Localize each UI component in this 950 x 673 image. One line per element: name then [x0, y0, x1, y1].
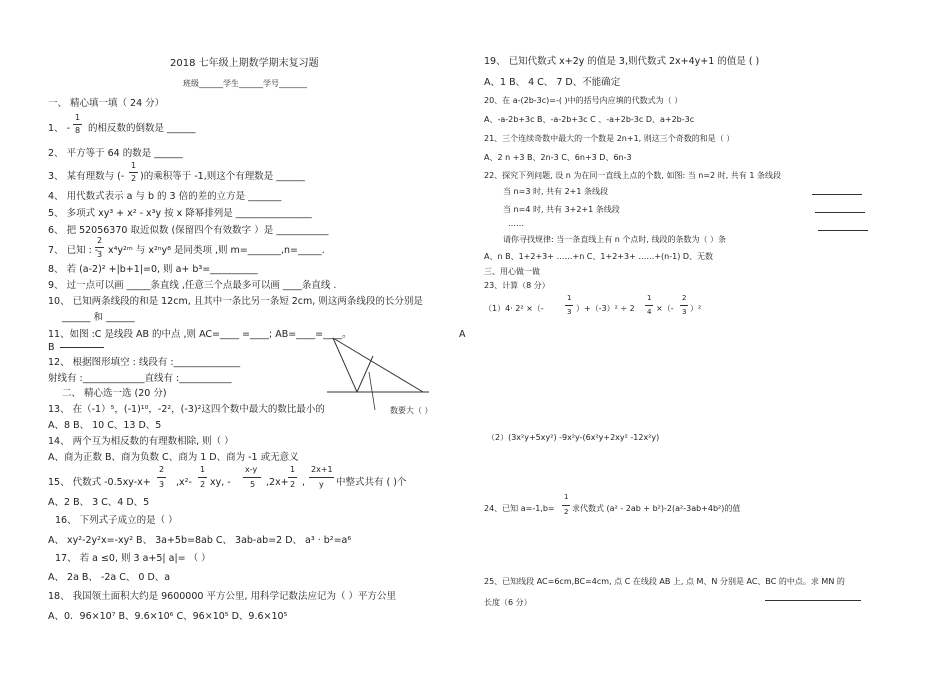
question-2: 2、 平方等于 64 的数是 ______: [48, 148, 183, 159]
q15-frac5-den: y: [319, 480, 324, 489]
q3-numerator: 1: [131, 161, 137, 170]
question-8: 8、 若 (a-2)² +|b+1|=0, 则 a+ b³=__________: [48, 264, 258, 275]
q15-frac4-den: 2: [290, 480, 296, 489]
question-17-options: A、 2a B、 -2a C、 0 D、a: [48, 572, 171, 583]
q11-segment-line: [60, 347, 104, 348]
q3-prefix: 3、 某有理数与 (-: [48, 171, 125, 182]
q23-frac1-bar: [565, 305, 573, 306]
question-6: 6、 把 52056370 取近似数 (保留四个有效数字 ）是 ___________: [48, 225, 329, 236]
question-22-rule: 请你寻找规律: 当一条直线上有 n 个点时, 线段的条数为（ ）条: [503, 235, 727, 244]
q15-part-6: 中整式共有 ( )个: [336, 477, 407, 488]
question-5: 5、 多项式 xy³ + x² - x³y 按 x 降幂排列是 ________________: [48, 208, 312, 219]
question-22-options: A、n B、1+2+3+ ……+n C、1+2+3+ ……+(n-1) D、无数: [484, 252, 714, 261]
question-12-rays: 射线有 :_____________直线有 :___________: [48, 373, 232, 384]
question-10: 10、 已知两条线段的和是 12cm, 且其中一条比另一条短 2cm, 则这两条线段的长分别是: [48, 296, 423, 307]
question-16-options: A、 xy²-2y²x=-xy² B、 3a+5b=8ab C、 3ab-ab=2 D、 a³ · b²=a⁶: [48, 535, 352, 546]
q15-part-3: xy, -: [210, 477, 231, 488]
question-3: )的乘积等于 -1,则这个有理数是 ______: [140, 171, 305, 182]
q7-numerator: 2: [97, 236, 103, 245]
q23-frac2-num: 1: [647, 294, 652, 302]
question-15-options: A、2 B、 3 C、4 D、5: [48, 497, 150, 508]
question-18-options: A、0．96×10⁷ B、9.6×10⁶ C、96×10⁵ D、9.6×10⁵: [48, 611, 288, 622]
question-25-points: 长度（6 分）: [484, 598, 532, 607]
q7-prefix: 7、 已知 : -: [48, 245, 99, 256]
q15-frac1-den: 3: [159, 480, 165, 489]
question-4: 4、 用代数式表示 a 与 b 的 3 倍的差的立方是 _______: [48, 191, 282, 202]
q24-numerator: 1: [564, 493, 569, 501]
q22-line-4-points: [818, 230, 868, 231]
q15-frac3-bar: [243, 477, 261, 478]
question-22-ellipsis: ……: [508, 219, 524, 228]
q3-denominator: 2: [131, 174, 137, 183]
q15-part-2: ,x²-: [176, 477, 192, 488]
q11-point-a: A: [459, 329, 466, 340]
q15-frac5-num: 2x+1: [311, 465, 333, 474]
q25-segment-line: [765, 600, 861, 601]
question-22: 22、探究下列问题, 设 n 为在同一直线上点的个数, 如图: 当 n=2 时, 共有 1 条线段: [484, 171, 781, 180]
q1-numerator: 1: [75, 113, 81, 122]
question-20-options: A、-a-2b+3c B、-a-2b+3c C 、-a+2b-3c D、a+2b-3c: [484, 115, 695, 124]
question-19: 19、 已知代数式 x+2y 的值是 3,则代数式 2x+4y+1 的值是 ( ): [484, 56, 760, 67]
question-14: 14、 两个互为相反数的有理数相除, 则（ ）: [48, 436, 234, 447]
q15-frac1-bar: [157, 477, 166, 478]
question-1: 的相反数的倒数是 ______: [88, 123, 196, 134]
q22-line-2-points: [812, 194, 862, 195]
question-16: 16、 下列式子成立的是（ ）: [55, 515, 178, 526]
q24-denominator: 2: [564, 508, 569, 516]
q23-part1-b: ）+（-3）² ÷ 2: [576, 304, 635, 313]
question-20: 20、在 a-(2b-3c)=-( )中的括号内应填的代数式为（ ）: [484, 96, 683, 105]
q15-frac2-den: 2: [200, 480, 206, 489]
q23-part1-c: ×（-: [656, 304, 674, 313]
q23-frac3-den: 3: [682, 308, 687, 316]
question-14-options: A、商为正数 B、商为负数 C、商为 1 D、商为 -1 或无意义: [48, 452, 299, 463]
question-13-options: A、8 B、 10 C、13 D、5: [48, 420, 162, 431]
q7-fraction-bar: [95, 247, 104, 248]
q23-frac1-den: 3: [567, 308, 572, 316]
question-25: 25、已知线段 AC=6cm,BC=4cm, 点 C 在线段 AB 上, 点 M、N 分别是 AC、BC 的中点。求 MN 的: [484, 577, 845, 586]
q15-frac4-bar: [288, 477, 297, 478]
section-2-heading: 二、 精心选一选 (20 分): [62, 388, 167, 399]
q15-frac5-bar: [309, 477, 334, 478]
q15-frac2-num: 1: [200, 465, 206, 474]
q23-frac2-den: 4: [647, 308, 652, 316]
question-19-options: A、1 B、 4 C、 7 D、不能确定: [484, 77, 621, 88]
q15-frac1-num: 2: [159, 465, 165, 474]
q15-frac3-den: 5: [250, 480, 256, 489]
q1-denominator: 8: [75, 126, 81, 135]
question-21: 21、三个连续奇数中最大的一个数是 2n+1, 则这三个奇数的和是（ ）: [484, 134, 735, 143]
q15-part-5: ,: [302, 477, 306, 488]
question-13-tail: 数要大（ ）: [390, 406, 433, 415]
section-3-heading: 三、用心做一做: [484, 267, 540, 276]
q1-prefix: 1、 -: [48, 123, 70, 134]
q23-part1-a: （1）4· 2² ×（-: [484, 304, 544, 313]
q15-frac3-num: x-y: [245, 465, 258, 474]
question-11: 11、如图 :C 是线段 AB 的中点 ,则 AC=____ =____; AB=____=____。: [48, 329, 352, 340]
q23-frac2-bar: [645, 305, 653, 306]
q7-denominator: 3: [97, 250, 103, 259]
q3-fraction-bar: [129, 172, 138, 173]
question-23: 23、计算（8 分）: [484, 281, 550, 290]
section-1-heading: 一、 精心填一填（ 24 分）: [48, 98, 165, 109]
question-22-n4: 当 n=4 时, 共有 3+2+1 条线段: [503, 205, 620, 214]
question-12: 12、 根据图形填空 : 线段有 :______________: [48, 357, 241, 368]
question-7: x⁴y²ᵐ 与 x²ⁿy⁸ 是同类项 ,则 m=_______,n=_____.: [108, 245, 325, 256]
q23-frac1-num: 1: [567, 294, 572, 302]
question-9: 9、 过一点可以画 _____条直线 ,任意三个点最多可以画 ____条直线 .: [48, 280, 337, 291]
q24-prefix: 24、已知 a=-1,b=: [484, 504, 555, 513]
q23-frac3-num: 2: [682, 294, 687, 302]
q23-frac3-bar: [680, 305, 688, 306]
student-info-line: 班级______学生______学号_______: [183, 79, 307, 88]
question-18: 18、 我国领土面积大约是 9600000 平方公里, 用科学记数法应记为（ ）平方公里: [48, 591, 397, 602]
question-13: 13、 在（-1）⁵，(-1)¹⁰，-2²，(-3)²这四个数中最大的数比最小的: [48, 404, 325, 415]
page-title: 2018 七年级上期数学期末复习题: [170, 58, 319, 69]
question-10-blanks: ______ 和 ______: [62, 312, 135, 323]
q15-part-1: 15、 代数式 -0.5xy-x+: [48, 477, 151, 488]
question-22-n3: 当 n=3 时, 共有 2+1 条线段: [503, 187, 609, 196]
q11-point-b: B: [48, 342, 55, 353]
q23-part1-d: ）²: [690, 304, 702, 313]
question-17: 17、 若 a ≤0, 则 3 a+5| a|= （ ）: [55, 553, 211, 564]
q22-line-3-points: [815, 212, 865, 213]
question-21-options: A、2 n +3 B、2n-3 C、6n+3 D、6n-3: [484, 153, 632, 162]
q15-frac4-num: 1: [290, 465, 296, 474]
q15-frac2-bar: [198, 477, 207, 478]
q1-fraction-bar: [73, 124, 82, 125]
q24-fraction-bar: [562, 505, 570, 506]
q23-part2: （2）(3x²y+5xy²) -9x²y-(6x²y+2xy² -12x²y): [487, 433, 660, 442]
q15-part-4: ,2x+: [266, 477, 289, 488]
question-24: 求代数式 (a² - 2ab + b²)-2(a²-3ab+4b²)的值: [572, 504, 741, 513]
